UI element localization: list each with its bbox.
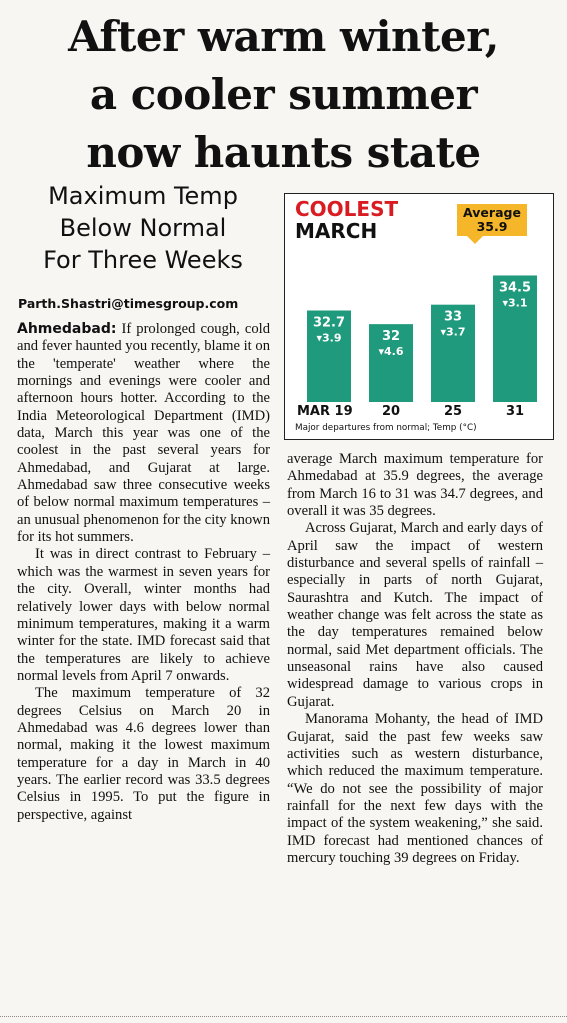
headline-line: now haunts state xyxy=(86,128,481,177)
paragraph: The maximum temperature of 32 degrees Celsius on March 20 in Ahmedabad was 4.6 degrees lower than normal, making it the lowest maximum temperature for a day in March in 40 years. The earlier record was 33.5 degrees Celsius in 1995. To put the figure in perspective, against xyxy=(17,685,270,823)
category-labels xyxy=(285,404,555,422)
bar-value-label: 32 xyxy=(381,329,401,345)
bar-value-label: 34.5 xyxy=(498,280,532,296)
headline-line: a cooler summer xyxy=(89,70,478,119)
subhead-line: Below Normal xyxy=(59,214,227,242)
headline xyxy=(0,8,567,182)
headline-line: After warm winter, xyxy=(68,12,499,61)
bar-value-label: 33 xyxy=(443,309,463,325)
paragraph: Across Gujarat, March and early days of April saw the impact of western disturbance and several spells of rainfall – especially in parts of north Gujarat, Saurashtra and Kutch. The impact of weather change was felt across the state as the day temperatures remained below normal, said Met department officials. The unseasonal rains have also caused widespread damage to various crops in Gujarat. xyxy=(287,520,543,710)
subhead-line: For Three Weeks xyxy=(43,246,243,274)
article-column-1 xyxy=(17,321,270,824)
subhead-line: Maximum Temp xyxy=(48,182,238,210)
average-value: 35.9 xyxy=(476,219,508,234)
paragraph: It was in direct contrast to February – which was the warmest in seven years for the city. Overall, winter months had relatively lower days with below normal minimum temperatures, making it a warm winter for the state. IMD forecast said that the temperatures are likely to achieve normal levels from April 7 onwards. xyxy=(17,546,270,684)
coolest-march-chart xyxy=(284,193,554,440)
paragraph: Manorama Mohanty, the head of IMD Gujarat, said the past few weeks saw activities such as western disturbance, which reduced the maximum temperature. “We do not see the possibility of major rainfall for the next few days with the impact of the system weakening,” she said. IMD forecast had mentioned chances of mercury touching 39 degrees on Friday. xyxy=(287,711,543,866)
bar-departure-label: ▾3.1 xyxy=(502,296,528,310)
bar-value-label: 32.7 xyxy=(312,315,346,331)
chart-title-line-1: COOLEST xyxy=(295,197,399,221)
average-label: Average xyxy=(463,205,521,220)
byline-email[interactable]: Parth.Shastri@timesgroup.com xyxy=(18,296,239,311)
chart-title-line-2: MARCH xyxy=(295,219,378,243)
paragraph xyxy=(17,321,270,546)
dateline: Ahmedabad: xyxy=(17,321,117,337)
chart-note: Major departures from normal; Temp (°C) xyxy=(295,423,477,433)
article-column-2 xyxy=(287,451,543,867)
bar-departure-label: ▾3.7 xyxy=(440,325,466,339)
category-label: 31 xyxy=(506,404,525,419)
subheadline xyxy=(14,180,272,276)
bottom-divider xyxy=(0,1016,567,1017)
category-label: MAR 19 xyxy=(297,404,353,419)
paragraph-text: If prolonged cough, cold and fever haunted you recently, blame it on the 'temperate' weather where the mornings and evenings were cooler and afternoon hours hotter. According to the India Meteorological Department (IMD) data, March this year was one of the coolest in the past several years for Ahmedabad, and Gujarat at large. Ahmedabad saw three consecutive weeks of below normal maximum temperatures – an unusual phenomenon for the city known for its hot summers. xyxy=(17,321,270,546)
category-label: 25 xyxy=(444,404,463,419)
paragraph: average March maximum temperature for Ahmedabad at 35.9 degrees, the average from March 16 to 31 was 34.7 degrees, and overall it was 35 degrees. xyxy=(287,451,543,520)
bar-departure-label: ▾4.6 xyxy=(378,345,404,359)
bar-departure-label: ▾3.9 xyxy=(316,331,342,345)
category-label: 20 xyxy=(382,404,401,419)
